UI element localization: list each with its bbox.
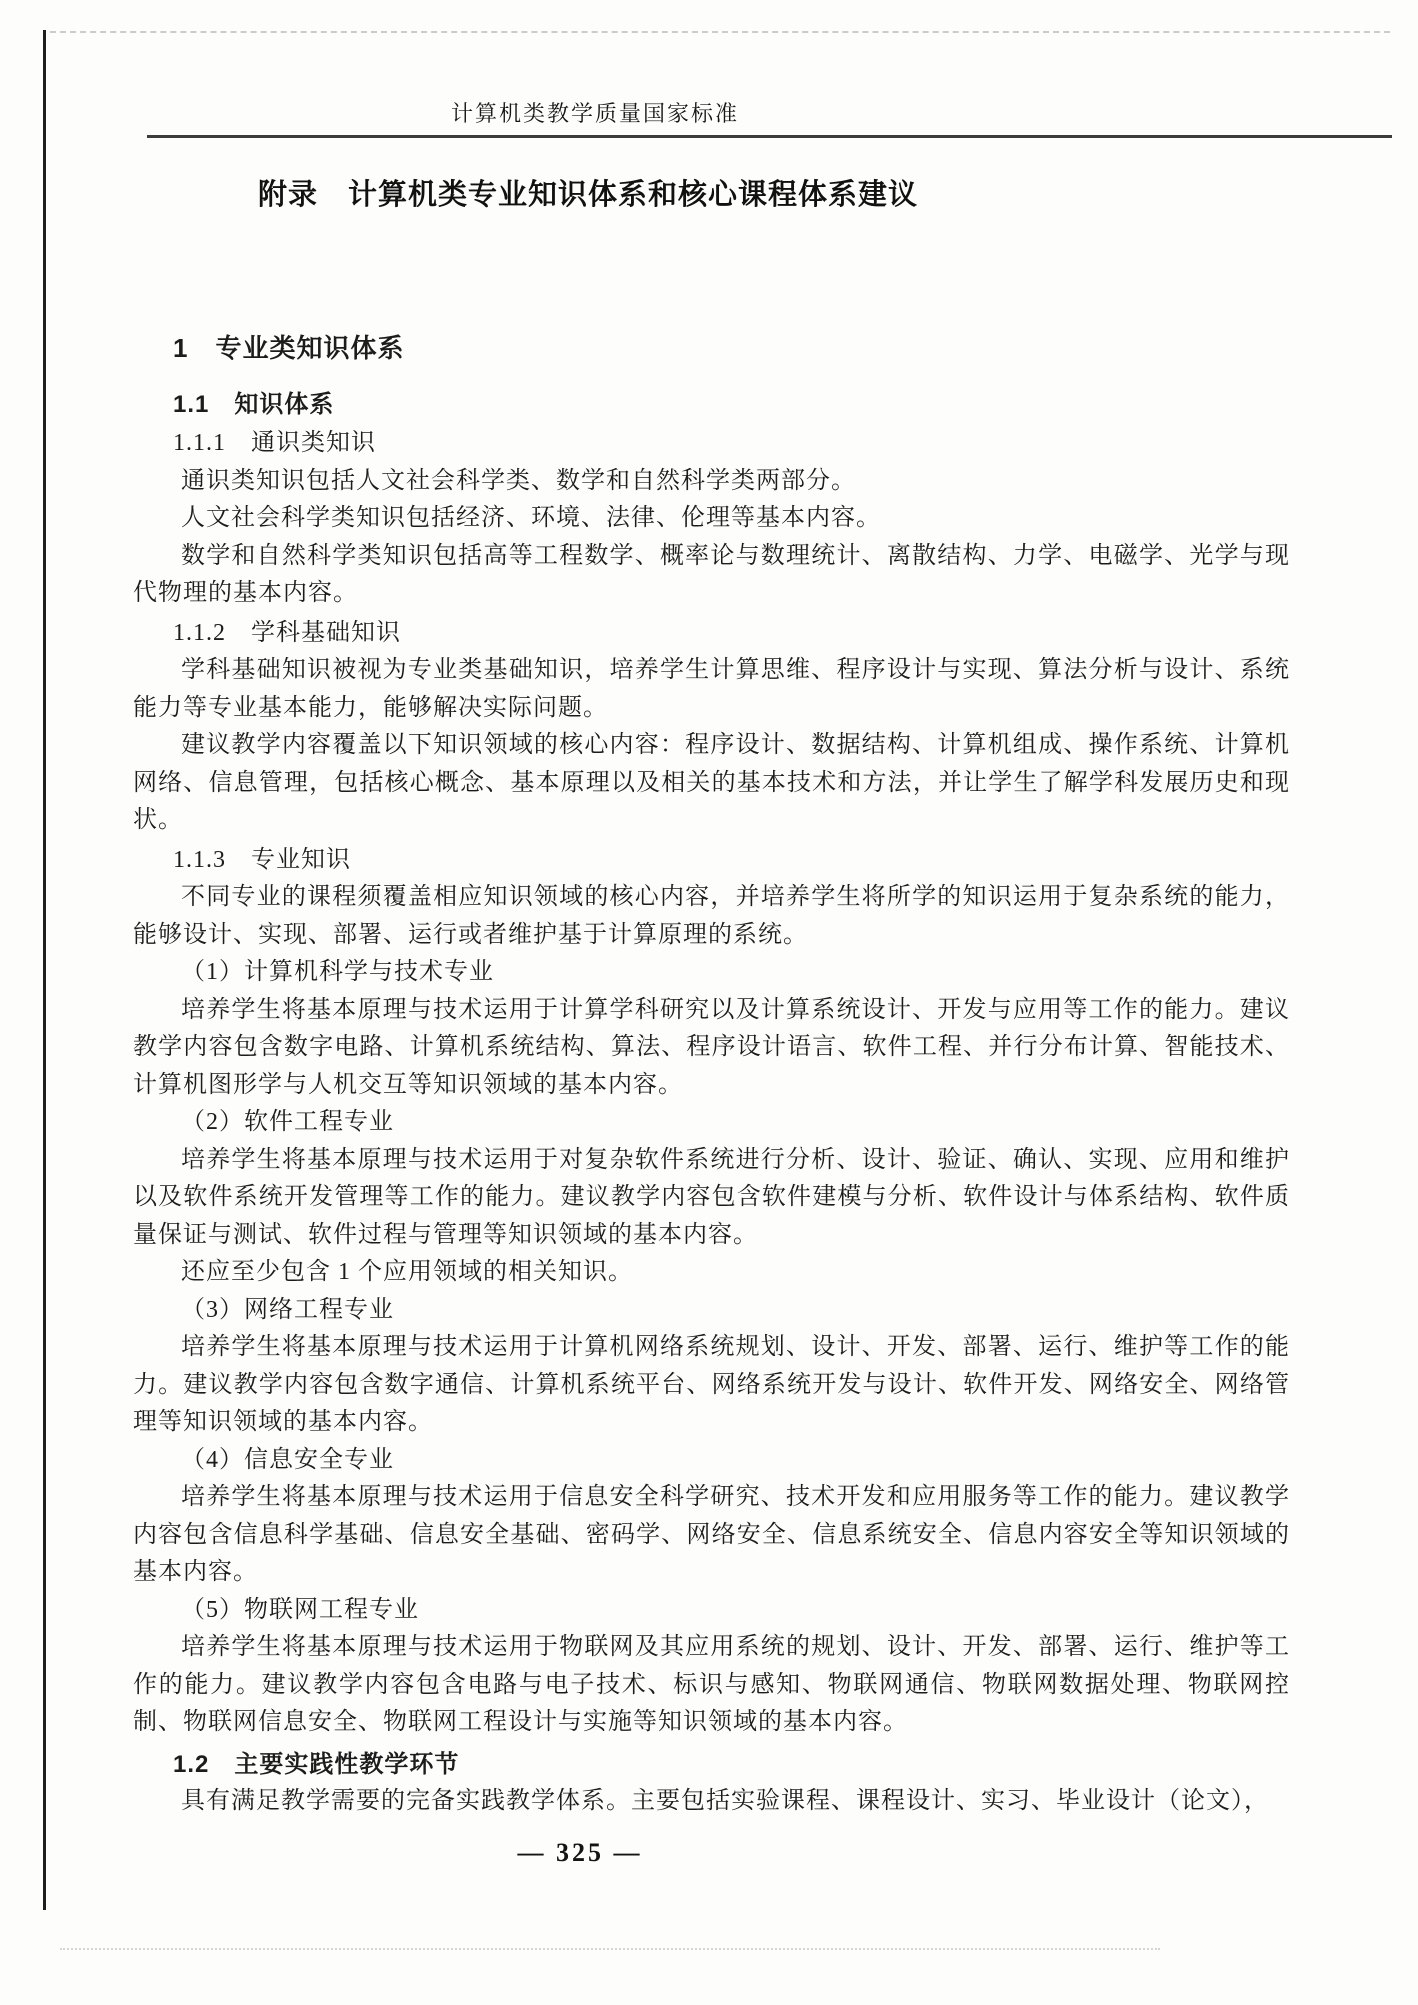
paragraph: 建议教学内容覆盖以下知识领域的核心内容：程序设计、数据结构、计算机组成、操作系统、计算机网络、信息管理，包括核心概念、基本原理以及相关的基本技术和方法，并让学生了解学科发展历史和现状。 [133, 732, 1290, 833]
paragraph: 培养学生将基本原理与技术运用于计算机网络系统规划、设计、开发、部署、运行、维护等工作的能力。建议教学内容包含数字通信、计算机系统平台、网络系统开发与设计、软件开发、网络安全、网络管理等知识领域的基本内容。 [133, 1334, 1290, 1435]
running-header: 计算机类教学质量国家标准 [450, 101, 740, 126]
sub-heading: （1）计算机科学与技术专业 [181, 959, 494, 985]
scan-edge-line [43, 30, 46, 1910]
paragraph: 学科基础知识被视为专业类基础知识，培养学生计算思维、程序设计与实现、算法分析与设计、系统能力等专业基本能力，能够解决实际问题。 [133, 657, 1290, 721]
paragraph: 不同专业的课程须覆盖相应知识领域的核心内容，并培养学生将所学的知识运用于复杂系统的能力，能够设计、实现、部署、运行或者维护基于计算原理的系统。 [133, 884, 1290, 948]
header-rule [147, 135, 1392, 138]
document-body [133, 330, 1290, 1821]
paragraph: 具有满足教学需要的完备实践教学体系。主要包括实验课程、课程设计、实习、毕业设计（论文）， [181, 1788, 1269, 1814]
paragraph: 数学和自然科学类知识包括高等工程数学、概率论与数理统计、离散结构、力学、电磁学、光学与现代物理的基本内容。 [133, 542, 1290, 606]
section-heading-level-3: 1.1.2 学科基础知识 [173, 619, 401, 646]
section-heading-level-1: 1 专业类知识体系 [173, 333, 405, 363]
scan-artifact-bottom [60, 1948, 1160, 1950]
paragraph: 培养学生将基本原理与技术运用于计算学科研究以及计算系统设计、开发与应用等工作的能力。建议教学内容包含数字电路、计算机系统结构、算法、程序设计语言、软件工程、并行分布计算、智能技术、计算机图形学与人机交互等知识领域的基本内容。 [133, 996, 1290, 1098]
paragraph: 通识类知识包括人文社会科学类、数学和自然科学类两部分。 [181, 467, 856, 494]
section-heading-level-3: 1.1.1 通识类知识 [173, 430, 376, 456]
sub-heading: （2）软件工程专业 [181, 1109, 394, 1135]
sub-heading: （4）信息安全专业 [181, 1446, 394, 1473]
scan-artifact-top [50, 31, 1390, 33]
section-heading-level-2: 1.2 主要实践性教学环节 [173, 1750, 460, 1778]
paragraph: 培养学生将基本原理与技术运用于物联网及其应用系统的规划、设计、开发、部署、运行、维护等工作的能力。建议教学内容包含电路与电子技术、标识与感知、物联网通信、物联网数据处理、物联网控制、物联网信息安全、物联网工程设计与实施等知识领域的基本内容。 [133, 1634, 1290, 1735]
paragraph: 还应至少包含 1 个应用领域的相关知识。 [181, 1259, 633, 1285]
paragraph: 培养学生将基本原理与技术运用于信息安全科学研究、技术开发和应用服务等工作的能力。建议教学内容包含信息科学基础、信息安全基础、密码学、网络安全、信息系统安全、信息内容安全等知识领域的基本内容。 [133, 1484, 1290, 1585]
page-number: — 325 — [517, 1838, 643, 1867]
section-heading-level-3: 1.1.3 专业知识 [173, 846, 351, 873]
sub-heading: （5）物联网工程专业 [181, 1596, 419, 1623]
section-heading-level-2: 1.1 知识体系 [173, 390, 335, 418]
paragraph: 培养学生将基本原理与技术运用于对复杂软件系统进行分析、设计、验证、确认、实现、应用和维护以及软件系统开发管理等工作的能力。建议教学内容包含软件建模与分析、软件设计与体系结构、软件质量保证与测试、软件过程与管理等知识领域的基本内容。 [133, 1146, 1290, 1248]
sub-heading: （3）网络工程专业 [181, 1296, 394, 1323]
appendix-title: 附录 计算机类专业知识体系和核心课程体系建议 [257, 179, 919, 211]
paragraph: 人文社会科学类知识包括经济、环境、法律、伦理等基本内容。 [181, 505, 881, 531]
